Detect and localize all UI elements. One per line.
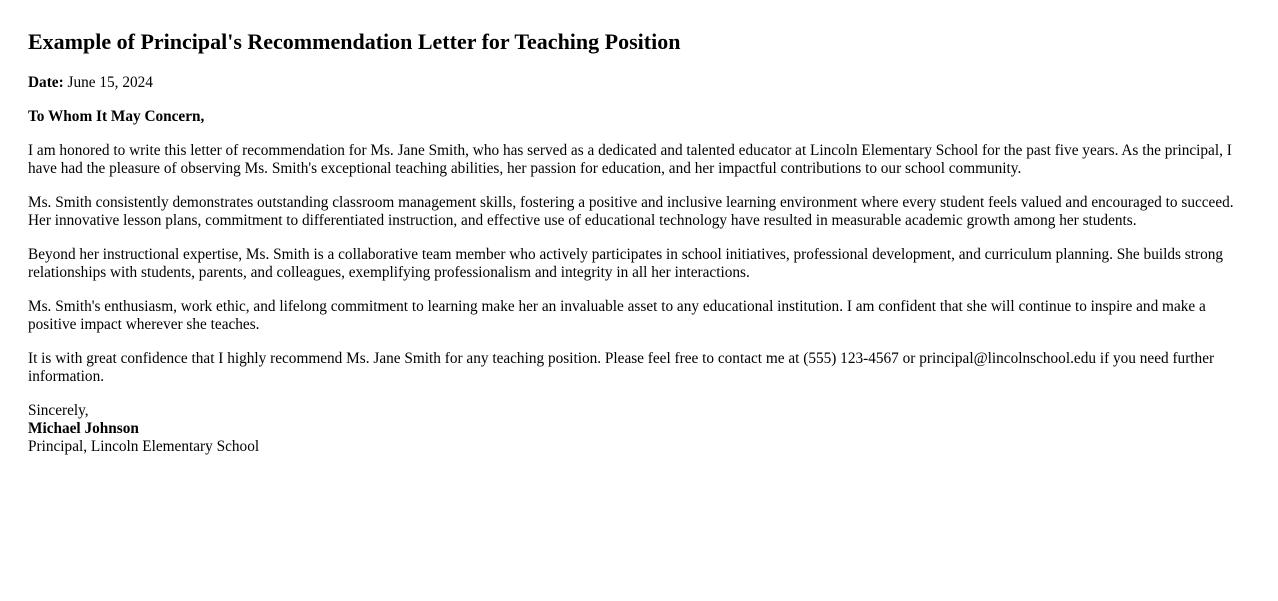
signer-title: Principal, Lincoln Elementary School [28, 438, 260, 455]
body-paragraph-2: Ms. Smith consistently demonstrates outstanding classroom management skills, fostering a positive and inclusive learning environment where every student feels valued and encouraged to succeed. Her innovative lesson plans, commitment to differentiated instruction, and effective use of educational technology have resulted in measurable academic growth among her students. [28, 194, 1234, 229]
closing: Sincerely, [28, 402, 89, 419]
salutation-text: To Whom It May Concern, [28, 108, 205, 125]
signer-name [28, 420, 1250, 438]
letter-date [28, 74, 1250, 92]
letter-title: Example of Principal's Recommendation Letter for Teaching Position [28, 29, 681, 54]
body-paragraph-5: It is with great confidence that I highly recommend Ms. Jane Smith for any teaching position. Please feel free to contact me at (555) 123-4567 or principal@lincolnschool.edu if you need further information. [28, 350, 1215, 385]
date-label: Date: [28, 74, 64, 91]
body-paragraph-3: Beyond her instructional expertise, Ms. Smith is a collaborative team member who actively participates in school initiatives, professional development, and curriculum planning. She builds strong relationships with students, parents, and colleagues, exemplifying professionalism and integrity in all her interactions. [28, 246, 1224, 281]
signer-name-text: Michael Johnson [28, 420, 139, 437]
date-value: June 15, 2024 [67, 74, 153, 91]
body-paragraph-4: Ms. Smith's enthusiasm, work ethic, and lifelong commitment to learning make her an invaluable asset to any educational institution. I am confident that she will continue to inspire and make a positive impact wherever she teaches. [28, 298, 1206, 333]
salutation [28, 108, 1250, 126]
signature-block [28, 402, 1250, 456]
body-paragraph-1: I am honored to write this letter of recommendation for Ms. Jane Smith, who has served as a dedicated and talented educator at Lincoln Elementary School for the past five years. As the principal, I have had the pleasure of observing Ms. Smith's exceptional teaching abilities, her passion for education, and her impactful contributions to our school community. [28, 142, 1232, 177]
